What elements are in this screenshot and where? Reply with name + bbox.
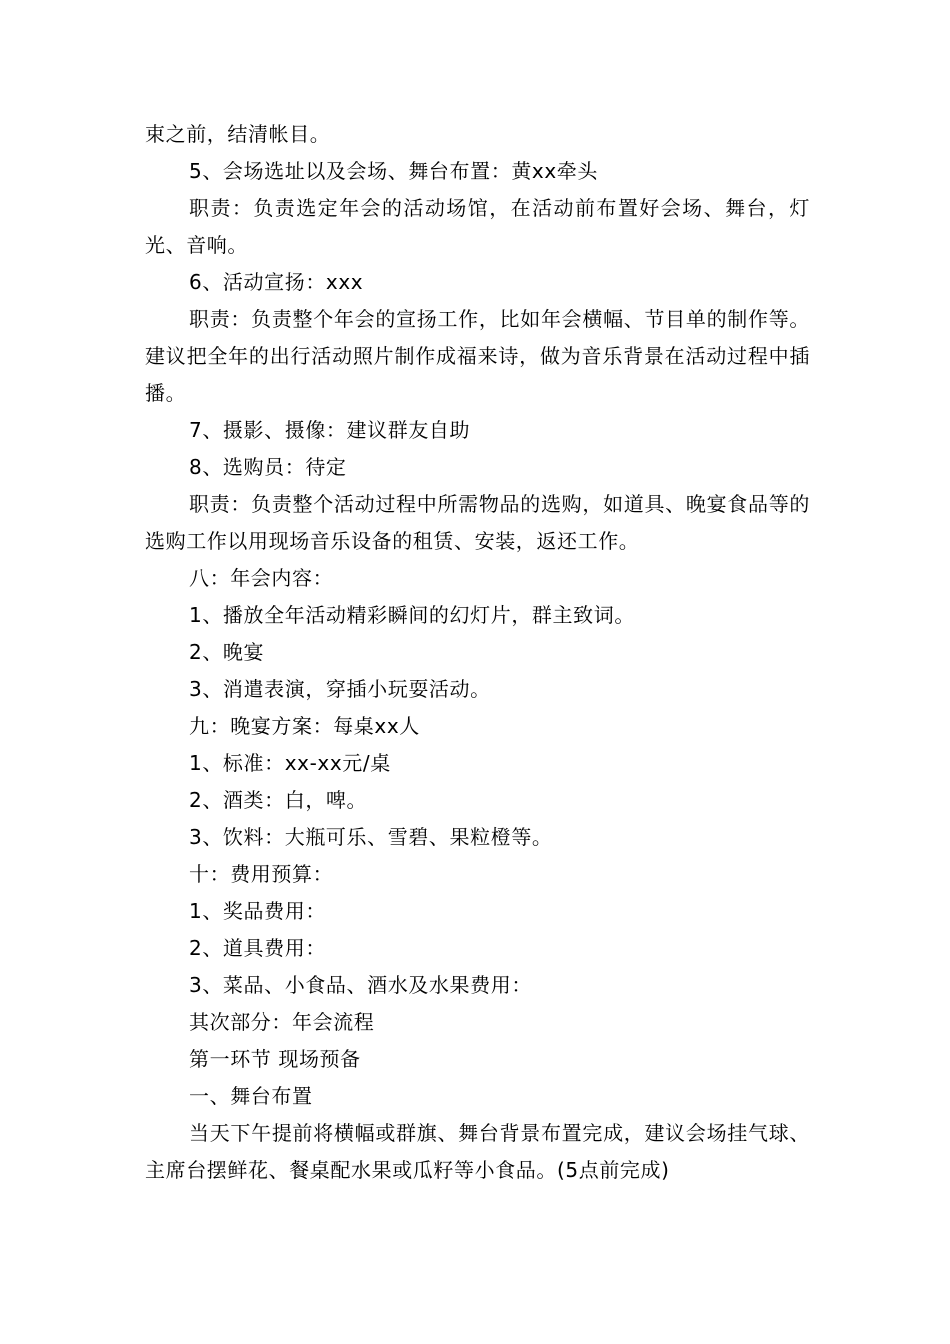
list-item: 1、奖品费用： <box>189 899 326 923</box>
paragraph-duty-promotion: 职责：负责整个年会的宣扬工作，比如年会横幅、节目单的制作等。建议把全年的出行活动照片制作成福来诗，做为音乐背景在活动过程中插播。 <box>145 307 810 405</box>
list-item: 2、酒类：白，啤。 <box>189 788 368 812</box>
list-item: 3、消遣表演，穿插小玩耍活动。 <box>189 677 491 701</box>
list-item: 2、道具费用： <box>189 936 326 960</box>
part-heading: 其次部分：年会流程 <box>189 1010 375 1034</box>
paragraph-item-8: 8、选购员：待定 <box>189 455 347 479</box>
paragraph-duty-purchasing: 职责：负责整个活动过程中所需物品的选购，如道具、晚宴食品等的选购工作以用现场音乐设备的租赁、安装，返还工作。 <box>145 492 810 553</box>
paragraph-continuation: 束之前，结清帐目。 <box>145 122 331 146</box>
subsection-heading: 一、舞台布置 <box>189 1084 313 1108</box>
section-heading-10: 十：费用预算： <box>189 862 334 886</box>
document-body <box>145 116 810 1189</box>
stage-heading: 第一环节 现场预备 <box>189 1047 361 1071</box>
list-item: 2、晚宴 <box>189 640 265 664</box>
section-heading-8: 八：年会内容： <box>189 566 334 590</box>
paragraph-item-5: 5、会场选址以及会场、舞台布置：黄xx牵头 <box>189 159 598 183</box>
section-heading-9: 九：晚宴方案：每桌xx人 <box>189 714 420 738</box>
paragraph-stage-setup: 当天下午提前将横幅或群旗、舞台背景布置完成，建议会场挂气球、主席台摆鲜花、餐桌配水果或瓜籽等小食品。(5点前完成) <box>145 1121 810 1182</box>
list-item: 1、播放全年活动精彩瞬间的幻灯片，群主致词。 <box>189 603 635 627</box>
paragraph-duty-venue: 职责：负责选定年会的活动场馆，在活动前布置好会场、舞台，灯光、音响。 <box>145 196 810 257</box>
list-item: 3、菜品、小食品、酒水及水果费用： <box>189 973 532 997</box>
paragraph-item-7: 7、摄影、摄像：建议群友自助 <box>189 418 471 442</box>
list-item: 1、标准：xx-xx元/桌 <box>189 751 391 775</box>
list-item: 3、饮料：大瓶可乐、雪碧、果粒橙等。 <box>189 825 553 849</box>
paragraph-item-6: 6、活动宣扬：xxx <box>189 270 364 294</box>
